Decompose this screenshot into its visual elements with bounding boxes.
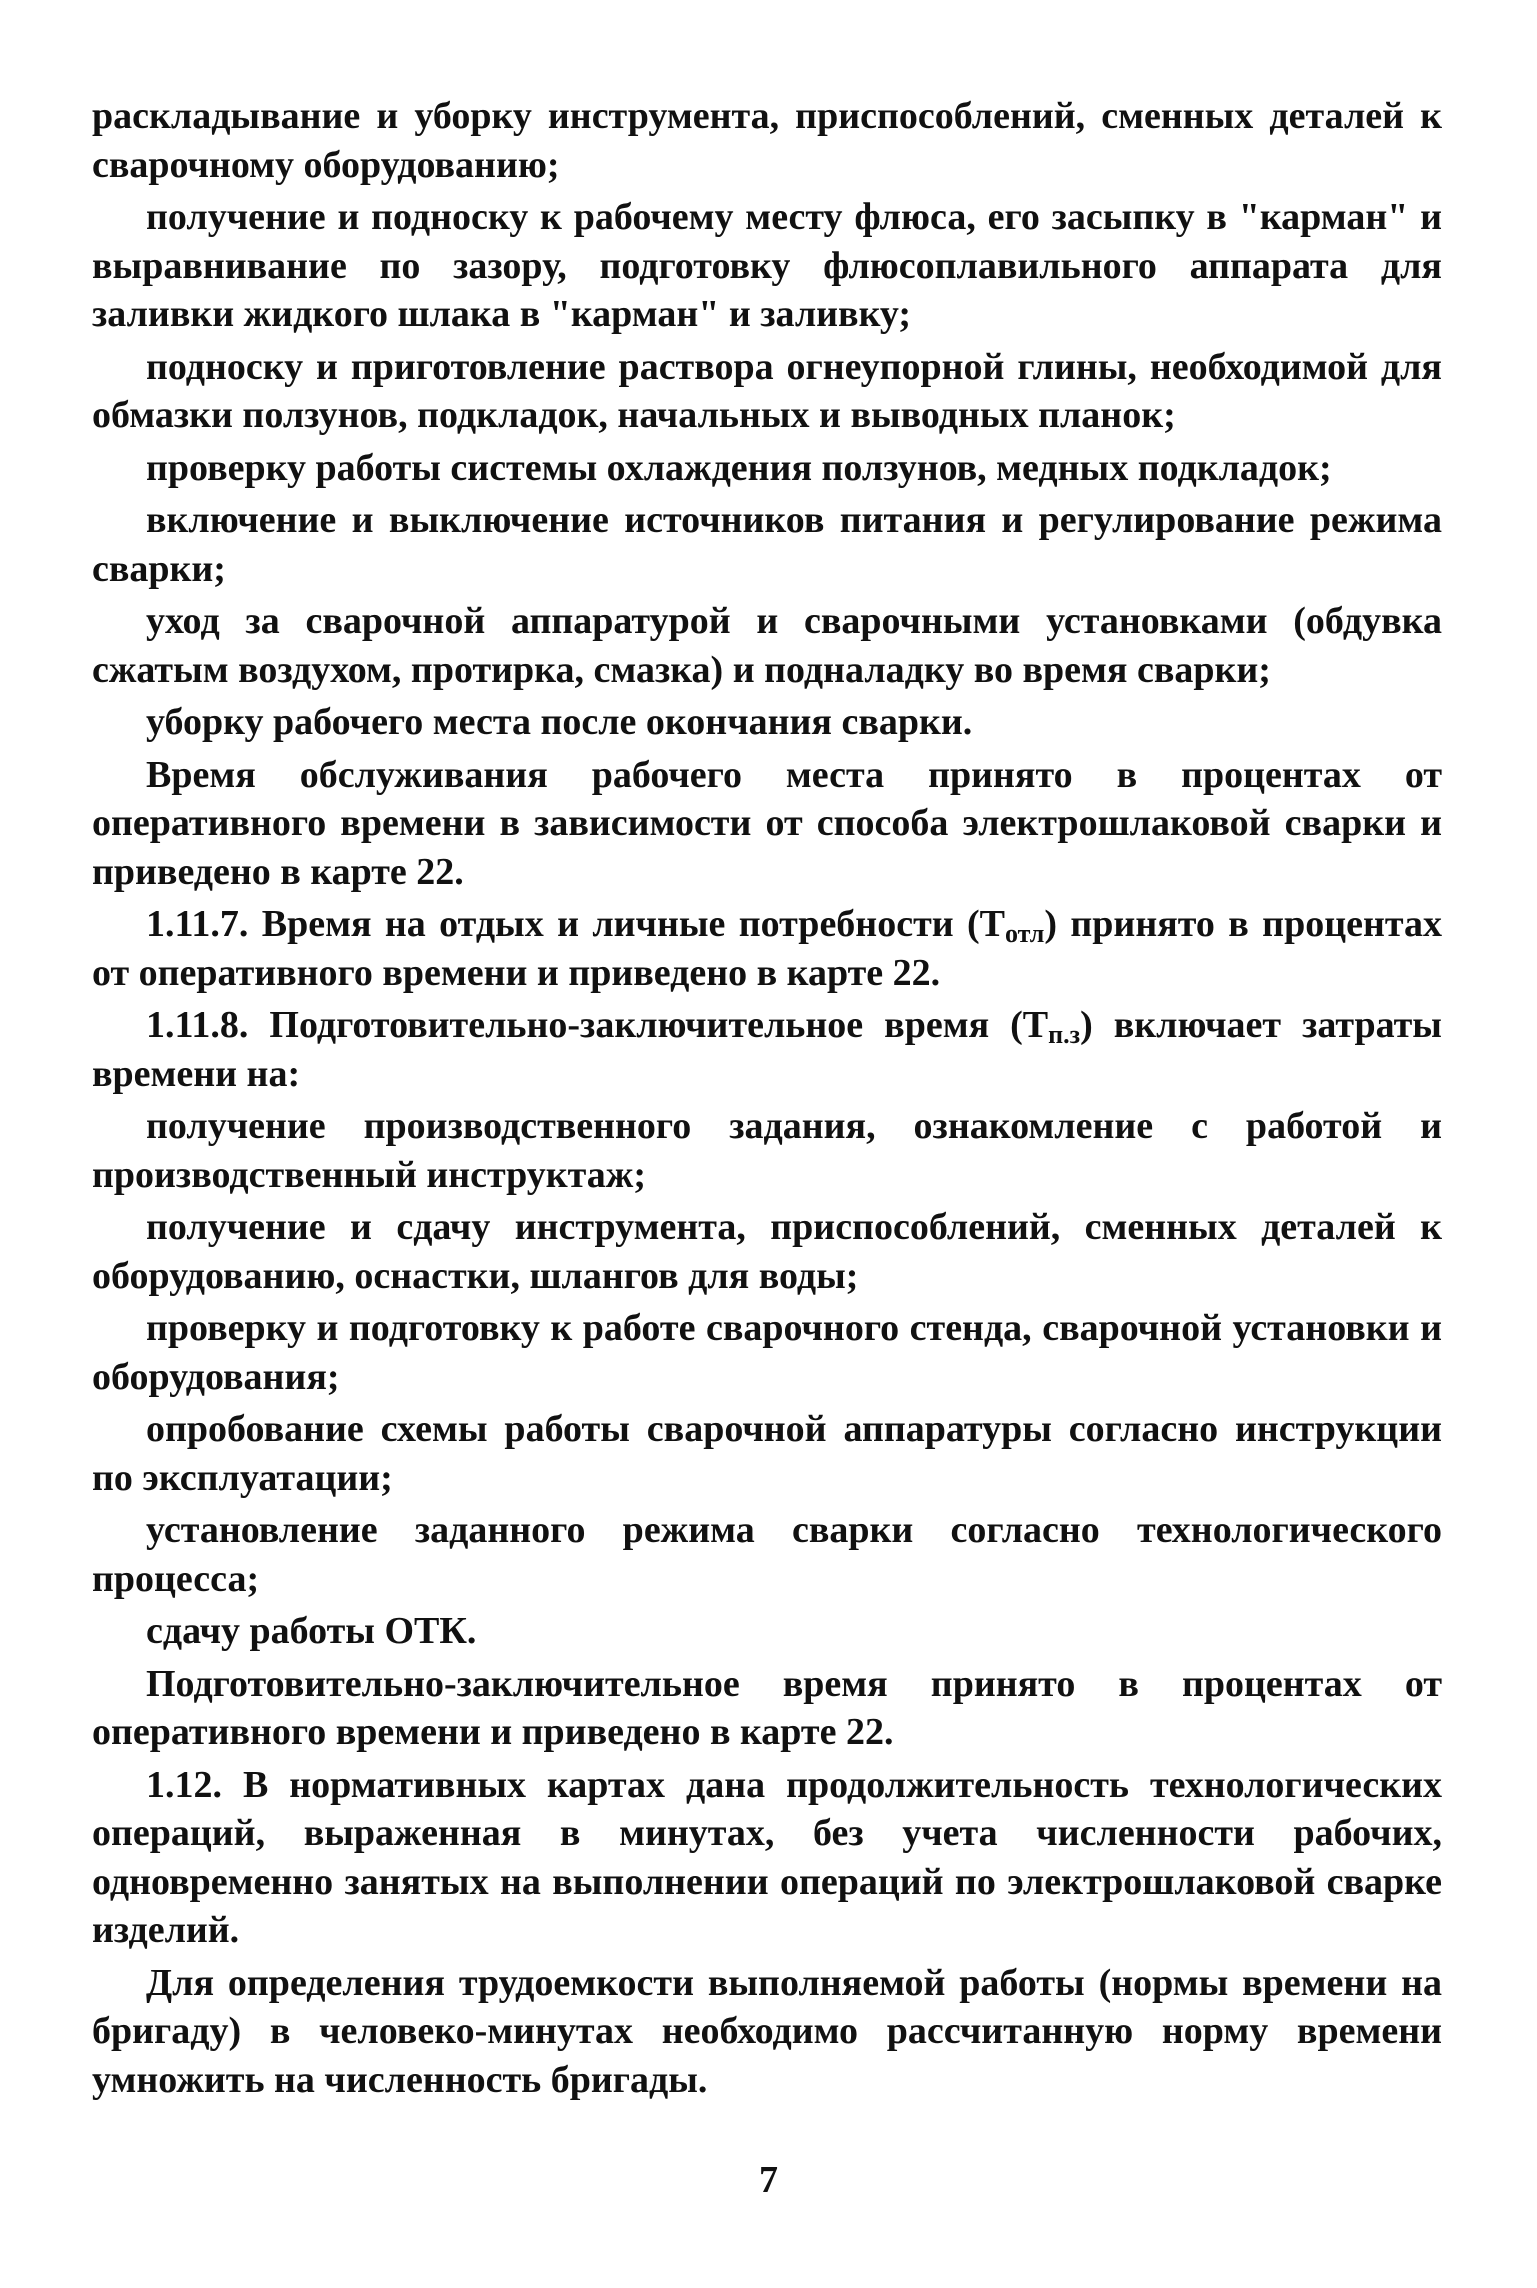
page-number: 7 bbox=[759, 2159, 778, 2201]
text-paragraph: получение производственного задания, ознакомление с работой и производственный инструктаж; bbox=[92, 1105, 1442, 1196]
text-paragraph: опробование схемы работы сварочной аппаратуры согласно инструкции по эксплуатации; bbox=[92, 1408, 1442, 1499]
text-paragraph: сдачу работы ОТК. bbox=[146, 1610, 477, 1652]
text-paragraph: подноску и приготовление раствора огнеупорной глины, необходимой для обмазки ползунов, подкладок, начальных и выводных планок; bbox=[92, 345, 1442, 436]
text-paragraph: получение и подноску к рабочему месту флюса, его засыпку в "карман" и выравнивание по зазору, подготовку флюсоплавильного аппарата для заливки жидкого шлака в "карман" и заливку; bbox=[92, 196, 1442, 335]
section-text-before: 1.11.7. Время на отдых и личные потребности (Т bbox=[146, 903, 1005, 945]
subscript: отл bbox=[1005, 919, 1045, 948]
text-paragraph: Для определения трудоемкости выполняемой работы (нормы времени на бригаду) в человеко-минутах необходимо рассчитанную норму времени умножить на численность бригады. bbox=[92, 1961, 1442, 2101]
text-paragraph: получение и сдачу инструмента, приспособлений, сменных деталей к оборудованию, оснастки, шлангов для воды; bbox=[92, 1206, 1442, 1297]
section-1-11-7 bbox=[92, 900, 1442, 997]
text-paragraph: проверку и подготовку к работе сварочного стенда, сварочной установки и оборудования; bbox=[92, 1307, 1442, 1398]
text-paragraph: уборку рабочего места после окончания сварки. bbox=[146, 701, 973, 743]
text-paragraph: раскладывание и уборку инструмента, приспособлений, сменных деталей к сварочному оборудованию; bbox=[92, 95, 1442, 186]
section-text-before: 1.11.8. Подготовительно-заключительное время (Т bbox=[146, 1004, 1049, 1046]
text-paragraph: уход за сварочной аппаратурой и сварочными установками (обдувка сжатым воздухом, протирка, смазка) и подналадку во время сварки; bbox=[92, 600, 1442, 691]
document-page bbox=[92, 92, 1442, 2108]
subscript: п.з bbox=[1048, 1020, 1081, 1049]
text-paragraph: проверку работы системы охлаждения ползунов, медных подкладок; bbox=[146, 446, 1332, 489]
text-paragraph: установление заданного режима сварки согласно технологического процесса; bbox=[92, 1509, 1442, 1600]
section-text-after: ) принято в процентах от оперативного времени и приведено в карте 22. bbox=[92, 903, 1442, 994]
section-text-after: ) включает затраты времени на: bbox=[92, 1004, 1442, 1095]
text-paragraph: включение и выключение источников питания и регулирование режима сварки; bbox=[92, 499, 1442, 590]
section-1-11-8 bbox=[92, 1001, 1442, 1098]
text-paragraph: 1.12. В нормативных картах дана продолжительность технологических операций, выраженная в минутах, без учета численности рабочих, одновременно занятых на выполнении операций по электрошлаковой сварке изделий. bbox=[92, 1763, 1442, 1951]
text-paragraph: Подготовительно-заключительное время принято в процентах от оперативного времени и приведено в карте 22. bbox=[92, 1662, 1442, 1753]
text-paragraph: Время обслуживания рабочего места принято в процентах от оперативного времени в зависимости от способа электрошлаковой сварки и приведено в карте 22. bbox=[92, 753, 1442, 893]
